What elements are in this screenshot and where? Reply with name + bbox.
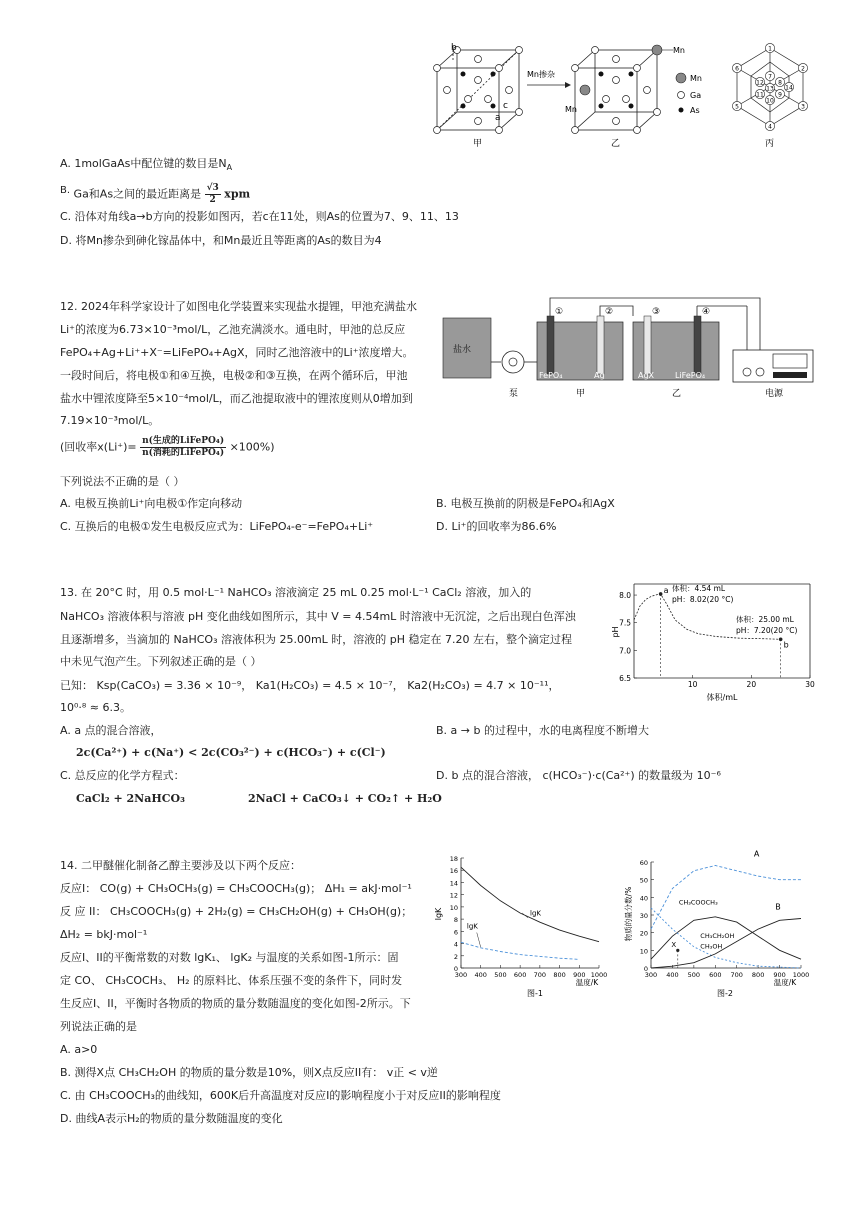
- y-tick-label: 10: [449, 903, 458, 912]
- q14-option-d: D. 曲线A表示H₂的物质的量分数随温度的变化: [60, 1112, 283, 1125]
- curve-label-b: B: [775, 902, 781, 912]
- tank-yi-label: 乙: [672, 389, 682, 399]
- y-tick-label: 12: [449, 891, 458, 900]
- electrode-3: [644, 316, 651, 374]
- legend-ga: Ga: [690, 91, 702, 100]
- q11-option-b: B. Ga和As之间的最近距离是 $\frac{√3}{2}$ xpm: [60, 183, 251, 205]
- q12-question: 下列说法不正确的是（ ）: [60, 475, 185, 488]
- point-b: [779, 637, 783, 641]
- q11-option-d: D. 将Mn掺杂到砷化镓晶体中，和Mn最近且等距离的As的数目为4: [60, 234, 382, 247]
- chart-caption: 图-2: [717, 989, 733, 998]
- y-tick-label: 0: [453, 965, 458, 973]
- series-label-0: lgK: [530, 909, 541, 918]
- q14-option-c: C. 由 CH₃COOCH₃的曲线知，600K后升高温度对反应I的影响程度小于对反应II的影响程度: [60, 1089, 501, 1102]
- q14-stem-1: 14. 二甲醚催化制备乙醇主要涉及以下两个反应：: [60, 859, 301, 872]
- x-tick-label: 600: [709, 971, 722, 979]
- q13-stem-4: 中未见气泡产生。下列叙述正确的是（ ）: [60, 655, 262, 668]
- legend: [676, 73, 702, 115]
- y-tick-label: 50: [639, 876, 648, 885]
- q12-stem-5: 盐水中锂浓度降至5×10⁻⁴mol/L，而乙池提取液中的锂浓度则从0增加到: [60, 392, 413, 405]
- curve-label-ch3oh: CH₃OH: [700, 942, 723, 951]
- x-tick-label: 300: [454, 971, 468, 979]
- point-x: [676, 949, 679, 952]
- annotation-b-ph: pH：7.20(20 °C): [736, 626, 798, 635]
- y-tick-label: 60: [639, 859, 648, 867]
- x-tick-label: 1000: [590, 971, 608, 979]
- series-line-1: [461, 942, 579, 959]
- q14-reaction-2-dh: ΔH₂ = bkJ·mol⁻¹: [60, 928, 148, 941]
- q14-stem-7: 生反应I、II，平衡时各物质的物质的量分数随温度的变化如图-2所示。下: [60, 997, 411, 1010]
- q14-reaction-1: 反应I： CO(g) + CH₃OCH₃(g) = CH₃COOCH₃(g)； ΔH₁ = akJ·mol⁻¹: [60, 882, 412, 895]
- y-tick-label: 16: [449, 867, 458, 876]
- q12-stem-1: 12. 2024年科学家设计了如图电化学装置来实现盐水提锂，甲池充满盐水: [60, 300, 417, 313]
- x-axis-label: 体积/mL: [706, 693, 738, 702]
- x-tick-label: 30: [805, 680, 815, 689]
- q12-stem-3: FePO₄+Ag+Li⁺+X⁻=LiFePO₄+AgX，同时乙池溶液中的Li⁺浓度增大。: [60, 346, 414, 359]
- projection-number: 4: [768, 123, 772, 131]
- q13-stem-3: 且逐渐增多，当滴加的 NaHCO₃ 溶液体积为 25.00mL 时，溶液的 pH 稳定在 7.20 左右，整个滴定过程: [60, 633, 573, 646]
- q14-reaction-2: 反 应 II： CH₃COOCH₃(g) + 2H₂(g) = CH₃CH₂OH(g) + CH₃OH(g)；: [60, 905, 413, 918]
- curve-label-a: A: [753, 849, 760, 859]
- y-tick-label: 18: [449, 855, 458, 863]
- y-axis-label: lgK: [434, 907, 443, 921]
- label-c: c: [503, 101, 508, 111]
- projection-number: 13: [766, 85, 774, 93]
- annotation-b-volume: 体积：25.00 mL: [736, 615, 794, 624]
- label-a: a: [495, 113, 501, 123]
- projection-number: 1: [768, 45, 772, 53]
- series-label-0-leader: [522, 913, 528, 918]
- caption-bing: 丙: [765, 139, 775, 149]
- x-axis-label: 温度/K: [773, 978, 797, 987]
- q13-option-a: A. a 点的混合溶液，: [60, 724, 162, 737]
- curve-label-ch3ch2oh: CH₃CH₂OH: [700, 931, 735, 940]
- q13-option-b: B. a → b 的过程中，水的电离程度不断增大: [436, 724, 649, 737]
- electrode-2-label: ②: [605, 307, 614, 317]
- projection-number: 10: [766, 97, 774, 105]
- power-supply: [733, 350, 813, 382]
- legend-as: As: [690, 106, 700, 115]
- q13-option-c-products: 2NaCl + CaCO₃↓ + CO₂↑ + H₂O: [248, 792, 442, 805]
- projection-number: 11: [756, 91, 764, 99]
- y-tick-label: 20: [639, 929, 648, 938]
- q11-figure: [425, 40, 825, 150]
- y-axis-label: pH: [611, 626, 620, 638]
- x-tick-label: 500: [494, 971, 507, 979]
- q14-stem-5: 反应I、II的平衡常数的对数 lgK₁、 lgK₂ 与温度的关系如图-1所示：固: [60, 951, 399, 964]
- q13-option-a-expr: 2c(Ca²⁺) + c(Na⁺) < 2c(CO₃²⁻) + c(HCO₃⁻) + c(Cl⁻): [76, 746, 386, 759]
- electrode-1: [547, 316, 554, 374]
- projection-number: 2: [801, 65, 805, 73]
- y-tick-label: 10: [639, 947, 648, 956]
- series-label-1: lgK: [466, 922, 478, 931]
- x-tick-label: 700: [533, 971, 547, 979]
- x-tick-label: 700: [730, 971, 743, 979]
- x-tick-label: 500: [687, 971, 701, 979]
- y-tick-label: 8: [453, 916, 458, 925]
- x-tick-label: 400: [474, 971, 487, 979]
- tank-jia-label: 甲: [576, 389, 586, 399]
- q13-known-values: 已知： Ksp(CaCO₃) = 3.36 × 10⁻⁹， Ka1(H₂CO₃) = 4.5 × 10⁻⁷， Ka2(H₂CO₃) = 4.7 × 10⁻¹¹，: [60, 679, 560, 692]
- q13-option-d: D. b 点的混合溶液， c(HCO₃⁻)·c(Ca²⁺) 的数量级为 10⁻⁶: [436, 769, 721, 782]
- x-tick-label: 10: [687, 680, 698, 689]
- x-tick-label: 800: [553, 971, 566, 979]
- x-tick-label: 900: [573, 971, 586, 979]
- caption-jia: 甲: [473, 139, 483, 149]
- q14-option-a: A. a>0: [60, 1043, 98, 1056]
- x-tick-label: 400: [666, 971, 679, 979]
- mole-fraction-chart: [625, 850, 815, 1000]
- curve-label-ch3cooch3: CH₃COOCH₃: [678, 898, 718, 907]
- y-tick-label: 6.5: [619, 674, 631, 683]
- q14-stem-8: 列说法正确的是: [60, 1020, 137, 1033]
- material-1-label: FePO₄: [539, 371, 563, 380]
- point-x-label: X: [671, 940, 677, 949]
- point-a: [659, 592, 663, 596]
- projection-number: 8: [778, 79, 782, 87]
- mn-top-label: Mn: [673, 46, 685, 55]
- electrode-3-label: ③: [652, 307, 661, 317]
- y-tick-label: 7.0: [619, 646, 631, 656]
- projection-number: 9: [778, 91, 782, 99]
- legend-mn: Mn: [690, 74, 702, 83]
- y-tick-label: 30: [639, 912, 648, 920]
- chart-caption: 图-1: [527, 989, 543, 998]
- series-label-1-leader: [477, 933, 481, 948]
- x-tick-label: 800: [751, 971, 765, 979]
- label-b: b: [451, 43, 457, 53]
- y-tick-label: 7.5: [619, 618, 631, 628]
- projection-number: 6: [735, 65, 739, 73]
- material-4-label: LiFePO₄: [675, 371, 706, 380]
- q12-option-b: B. 电极互换前的阴极是FePO₄和AgX: [436, 497, 615, 510]
- projection-number: 3: [801, 103, 805, 111]
- q12-option-d: D. Li⁺的回收率为86.6%: [436, 520, 557, 533]
- projection-number: 14: [785, 84, 793, 92]
- y-tick-label: 4: [453, 940, 458, 949]
- lgk-temperature-chart: [435, 850, 613, 1000]
- x-tick-label: 1000: [792, 971, 810, 979]
- y-tick-label: 14: [449, 879, 458, 888]
- q14-stem-6: 定 CO、 CH₃COCH₃、 H₂ 的原料比、体系压强不变的条件下，同时发: [60, 974, 403, 987]
- saltwater-label: 盐水: [453, 345, 472, 355]
- x-tick-label: 20: [746, 680, 757, 689]
- arrow-label: Mn掺杂: [527, 70, 555, 79]
- y-tick-label: 0: [643, 965, 648, 973]
- mn-side-label: Mn: [565, 105, 577, 114]
- q12-electrochem-figure: [435, 292, 815, 404]
- x-tick-label: 900: [773, 971, 786, 979]
- q13-stem-1: 13. 在 20°C 时，用 0.5 mol·L⁻¹ NaHCO₃ 溶液滴定 25 mL 0.25 mol·L⁻¹ CaCl₂ 溶液，加入的: [60, 586, 532, 599]
- x-axis-label: 温度/K: [575, 978, 599, 987]
- ph-titration-chart: [612, 578, 822, 708]
- electrode-1-label: ①: [555, 307, 564, 317]
- q14-option-b: B. 测得X点 CH₃CH₂OH 的物质的量分数是10%，则X点反应II有： v正 < v逆: [60, 1066, 438, 1079]
- material-2-label: Ag: [594, 371, 605, 380]
- x-tick-label: 600: [513, 971, 527, 979]
- material-3-label: AgX: [638, 371, 655, 380]
- y-tick-label: 8.0: [619, 591, 631, 601]
- electrode-2: [597, 316, 604, 374]
- q12-option-a: A. 电极互换前Li⁺向电极①作定向移动: [60, 497, 243, 510]
- series-line-0: [461, 867, 599, 942]
- q12-stem-6: 7.19×10⁻³mol/L。: [60, 414, 160, 427]
- q11-option-a: A. 1molGaAs中配位键的数目是$N_A$: [60, 157, 233, 173]
- q13-option-c-reactants: CaCl₂ + 2NaHCO₃: [76, 792, 185, 805]
- q13-stem-2: NaHCO₃ 溶液体积与溶液 pH 变化曲线如图所示，其中 V = 4.54mL 时溶液中无沉淀，之后出现白色浑浊: [60, 610, 576, 623]
- electrode-4: [694, 316, 701, 374]
- caption-yi: 乙: [611, 139, 621, 149]
- y-tick-label: 2: [453, 952, 458, 961]
- point-b-label: b: [783, 640, 789, 650]
- q12-option-c: C. 互换后的电极①发生电极反应式为：LiFePO₄-e⁻=FePO₄+Li⁺: [60, 520, 374, 533]
- projection-number: 7: [768, 73, 772, 81]
- projection-number: 12: [756, 79, 764, 87]
- annotation-a-ph: pH：8.02(20 °C): [672, 595, 734, 604]
- annotation-a-volume: 体积：4.54 mL: [672, 584, 726, 593]
- y-tick-label: 40: [639, 894, 648, 903]
- q11-option-c: C. 沿体对角线a→b方向的投影如图丙，若c在11处，则As的位置为7、9、11、13: [60, 210, 459, 223]
- pump-label: 泵: [509, 389, 519, 399]
- projection-number: 5: [735, 103, 739, 111]
- electrode-4-label: ④: [702, 307, 711, 317]
- y-axis-label: 物质的量分数/%: [624, 886, 633, 942]
- x-tick-label: 300: [644, 971, 658, 979]
- q13-option-c: C. 总反应的化学方程式：: [60, 769, 185, 782]
- point-a-label: a: [663, 585, 669, 595]
- q12-stem-4: 一段时间后，将电极①和④互换，电极②和③互换，在两个循环后，甲池: [60, 369, 408, 382]
- q12-recovery-formula: (回收率x(Li⁺)= $\frac{\text{n(生成的LiFePO₄)}}{\text{n(消耗的LiFePO₄)}}$ ×100%): [60, 436, 275, 458]
- power-label: 电源: [765, 389, 784, 399]
- y-tick-label: 6: [453, 928, 458, 937]
- q12-stem-2: Li⁺的浓度为6.73×10⁻³mol/L，乙池充满淡水。通电时，甲池的总反应: [60, 323, 406, 336]
- q13-known-approx: 10⁰·⁸ ≈ 6.3。: [60, 701, 132, 714]
